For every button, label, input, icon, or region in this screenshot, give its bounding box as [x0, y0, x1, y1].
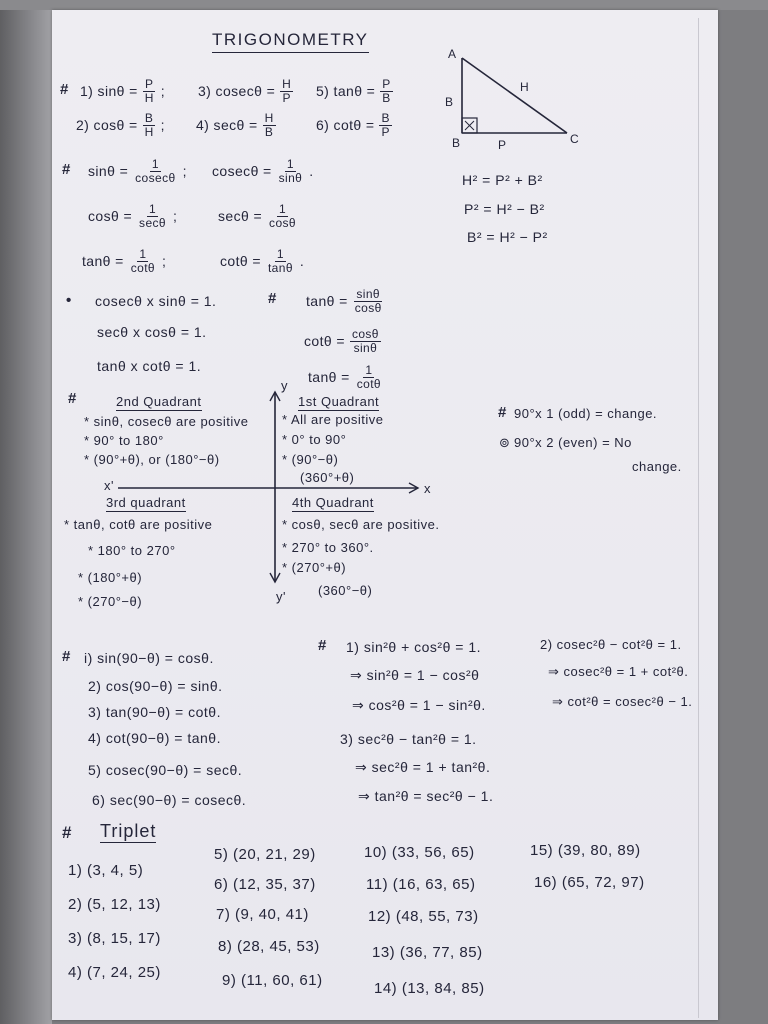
reciprocal-label: cosecθ =: [212, 163, 272, 179]
numerator: 1: [148, 201, 157, 216]
ratio-cos: [76, 110, 165, 140]
rule-even: 90°x 2 (even) = No: [514, 435, 632, 450]
denominator: secθ: [139, 215, 166, 230]
triplet-item: 4) (7, 24, 25): [68, 964, 161, 981]
separator: ;: [162, 253, 167, 269]
denominator: H: [144, 124, 154, 139]
quadrant-item: * All are positive: [282, 412, 384, 427]
fraction: [380, 78, 392, 105]
triplet-item: 6) (12, 35, 37): [214, 876, 316, 893]
fraction: [137, 203, 168, 230]
denominator: cosθ: [354, 300, 382, 315]
numerator: H: [264, 110, 274, 125]
side-label-base: P: [498, 138, 507, 152]
quadrant-item: * sinθ, cosecθ are positive: [84, 414, 249, 429]
triplet-heading: Triplet: [100, 821, 157, 841]
denominator: P: [282, 90, 291, 105]
numerator: P: [145, 76, 154, 91]
fraction: [143, 78, 156, 105]
numerator: 1: [286, 156, 294, 171]
quadrant-item: * 270° to 360°.: [282, 540, 374, 555]
denominator: cosecθ: [135, 170, 176, 185]
vertex-label-right: C: [570, 132, 579, 146]
ratio-label: 2) cosθ =: [76, 117, 138, 133]
fraction: [350, 328, 381, 355]
denominator: B: [264, 124, 274, 139]
numerator: B: [381, 110, 390, 125]
identity-main: 1) sin²θ + cos²θ = 1.: [346, 639, 482, 655]
ratio-cosec: [198, 76, 295, 106]
bullet-icon: ⊚: [499, 435, 511, 450]
quadrant-heading-text: 4th Quadrant: [292, 495, 374, 510]
denominator: cotθ: [130, 260, 156, 275]
numerator: B: [144, 110, 154, 125]
triplet-item: 15) (39, 80, 89): [530, 842, 641, 859]
quadrant-heading-text: 2nd Quadrant: [116, 394, 202, 409]
axis-label-x: x: [424, 481, 431, 496]
complementary-identity: 4) cot(90−θ) = tanθ.: [88, 730, 221, 746]
section-marker: #: [498, 404, 507, 421]
side-label-hypotenuse: H: [520, 80, 529, 94]
pythagoras-line: P² = H² − B²: [464, 201, 545, 217]
quadrant-item: * cosθ, secθ are positive.: [282, 517, 440, 532]
fraction: [353, 288, 384, 315]
numerator: 1: [151, 156, 159, 171]
ratio-sec: [196, 110, 278, 140]
ratio-label: 4) secθ =: [196, 117, 258, 133]
quadrant-item: * (270°−θ): [78, 594, 143, 609]
separator: ;: [160, 117, 165, 133]
triplet-item: 11) (16, 63, 65): [366, 876, 476, 893]
reciprocal-label: sinθ =: [88, 163, 129, 179]
pythagoras-line: B² = H² − P²: [467, 229, 548, 245]
fraction: [143, 112, 156, 139]
vertex-label-top: A: [448, 47, 457, 61]
triplet-item: 16) (65, 72, 97): [534, 874, 645, 891]
quotient-tan: [306, 286, 386, 316]
reciprocal-sec: [218, 201, 300, 231]
identity-derived: ⇒ cosec²θ = 1 + cot²θ.: [548, 664, 689, 679]
identity-derived: ⇒ tan²θ = sec²θ − 1.: [358, 788, 494, 804]
side-label-vertical: B: [445, 95, 454, 109]
quadrant-heading-text: 3rd quadrant: [106, 495, 186, 510]
ratio-label: 3) cosecθ =: [198, 83, 276, 99]
complementary-identity: 6) sec(90−θ) = cosecθ.: [92, 792, 247, 808]
page-edge-line: [698, 18, 699, 1018]
section-marker: #: [68, 390, 77, 407]
quotient-label: cotθ =: [304, 333, 345, 349]
axis-label-y-negative: y': [276, 589, 286, 604]
fraction: [277, 158, 305, 185]
reciprocal-label: secθ =: [218, 208, 263, 224]
product-identity: cosecθ x sinθ = 1.: [95, 293, 217, 309]
numerator: 1: [365, 362, 373, 377]
denominator: H: [144, 90, 154, 105]
denominator: P: [381, 124, 390, 139]
fraction: [129, 248, 157, 275]
triplet-item: 3) (8, 15, 17): [68, 930, 161, 947]
quadrant-item: * 90° to 180°: [84, 433, 164, 448]
numerator: H: [282, 76, 292, 91]
section-marker: #: [62, 161, 71, 178]
triplet-item: 12) (48, 55, 73): [368, 908, 479, 925]
identity-derived: ⇒ sec²θ = 1 + tan²θ.: [355, 759, 491, 775]
background-left-edge: [0, 0, 52, 1024]
product-identity: secθ x cosθ = 1.: [97, 324, 207, 340]
quadrant-heading-1st: [298, 393, 379, 411]
triplet-item: 13) (36, 77, 85): [372, 944, 483, 961]
right-triangle-diagram: [440, 46, 588, 156]
identity-derived: ⇒ sin²θ = 1 − cos²θ: [350, 667, 480, 683]
complementary-identity: i) sin(90−θ) = cosθ.: [84, 650, 214, 666]
quotient-cot: [304, 326, 383, 356]
section-marker: #: [318, 637, 327, 654]
separator: ;: [182, 163, 187, 179]
triplet-item: 2) (5, 12, 13): [68, 896, 161, 913]
axis-label-y: y: [281, 378, 288, 393]
reciprocal-cosec: [212, 156, 314, 186]
reciprocal-label: cosθ =: [88, 208, 133, 224]
quadrant-item: * (180°+θ): [78, 570, 143, 585]
identity-derived: ⇒ cos²θ = 1 − sin²θ.: [352, 697, 486, 713]
denominator: sinθ: [353, 340, 378, 355]
fraction: [266, 248, 295, 275]
triplet-item: 7) (9, 40, 41): [216, 906, 309, 923]
denominator: B: [382, 90, 391, 105]
rule-odd: 90°x 1 (odd) = change.: [514, 406, 658, 421]
complementary-identity: 2) cos(90−θ) = sinθ.: [88, 678, 223, 694]
reciprocal-label: cotθ =: [220, 253, 261, 269]
quadrant-item: (360°−θ): [318, 583, 373, 598]
reciprocal-tan: [82, 246, 166, 276]
ratio-sin: [80, 76, 165, 106]
numerator: 1: [278, 201, 287, 216]
reciprocal-cot: [220, 246, 304, 276]
separator: ;: [173, 208, 178, 224]
page-title: TRIGONOMETRY: [212, 30, 369, 53]
triplet-item: 5) (20, 21, 29): [214, 846, 316, 863]
fraction: [267, 203, 298, 230]
section-marker: #: [268, 290, 277, 307]
triplet-item: 14) (13, 84, 85): [374, 980, 485, 997]
triangle-side-hypotenuse: [462, 58, 567, 133]
complementary-identity: 3) tan(90−θ) = cotθ.: [88, 704, 221, 720]
quadrant-heading-2nd: [116, 393, 202, 411]
complementary-identity: 5) cosec(90−θ) = secθ.: [88, 762, 243, 778]
quadrant-item: * tanθ, cotθ are positive: [64, 517, 213, 532]
quadrant-item: * 180° to 270°: [88, 543, 176, 558]
triplet-item: 10) (33, 56, 65): [364, 844, 475, 861]
quotient-label: tanθ =: [308, 369, 350, 385]
numerator: sinθ: [356, 286, 380, 301]
fraction: [280, 78, 293, 105]
quotient-label: tanθ =: [306, 293, 348, 309]
quadrant-heading-4th: [292, 494, 374, 512]
identity-main: 3) sec²θ − tan²θ = 1.: [340, 731, 477, 747]
fraction: [263, 112, 276, 139]
denominator: cotθ: [356, 376, 382, 391]
quadrant-heading-3rd: [106, 494, 186, 512]
ratio-label: 6) cotθ =: [316, 117, 375, 133]
reciprocal-label: tanθ =: [82, 253, 124, 269]
axis-label-x-negative: x': [104, 478, 114, 493]
section-marker: #: [62, 823, 72, 842]
ratio-label: 1) sinθ =: [80, 83, 138, 99]
quadrant-item: * (270°+θ): [282, 560, 347, 575]
denominator: cosθ: [269, 215, 296, 230]
numerator: cosθ: [351, 326, 379, 341]
rule-even-continued: change.: [632, 459, 682, 474]
quadrant-item: * 0° to 90°: [282, 432, 347, 447]
denominator: sinθ: [278, 170, 303, 185]
quadrant-item: * (90°−θ): [282, 452, 339, 467]
quadrant-heading-text: 1st Quadrant: [298, 394, 380, 409]
section-marker: #: [60, 81, 69, 98]
background-top-edge: [0, 0, 768, 10]
triplet-item: 1) (3, 4, 5): [68, 862, 144, 879]
reciprocal-cos: [88, 201, 177, 231]
vertex-label-right-angle: B: [452, 136, 461, 150]
ratio-label: 5) tanθ =: [316, 83, 376, 99]
section-marker: #: [62, 648, 71, 665]
separator: .: [299, 253, 305, 269]
numerator: 1: [276, 246, 284, 261]
pythagoras-line: H² = P² + B²: [462, 172, 543, 188]
product-identity: tanθ x cotθ = 1.: [97, 358, 202, 374]
triplet-item: 9) (11, 60, 61): [222, 972, 323, 989]
quadrant-item: * (90°+θ), or (180°−θ): [84, 452, 220, 467]
separator: .: [309, 163, 314, 179]
triplet-item: 8) (28, 45, 53): [218, 938, 320, 955]
fraction: [379, 112, 391, 139]
numerator: 1: [139, 246, 147, 261]
quadrant-item: (360°+θ): [300, 470, 355, 485]
reciprocal-sin: [88, 156, 187, 186]
separator: ;: [160, 83, 166, 99]
ratio-tan: [316, 76, 395, 106]
denominator: tanθ: [267, 260, 293, 275]
numerator: P: [382, 76, 391, 91]
identity-main: 2) cosec²θ − cot²θ = 1.: [540, 637, 682, 652]
ratio-cot: [316, 110, 394, 140]
fraction: [133, 158, 177, 185]
identity-derived: ⇒ cot²θ = cosec²θ − 1.: [552, 694, 693, 709]
section-marker: •: [66, 292, 72, 309]
